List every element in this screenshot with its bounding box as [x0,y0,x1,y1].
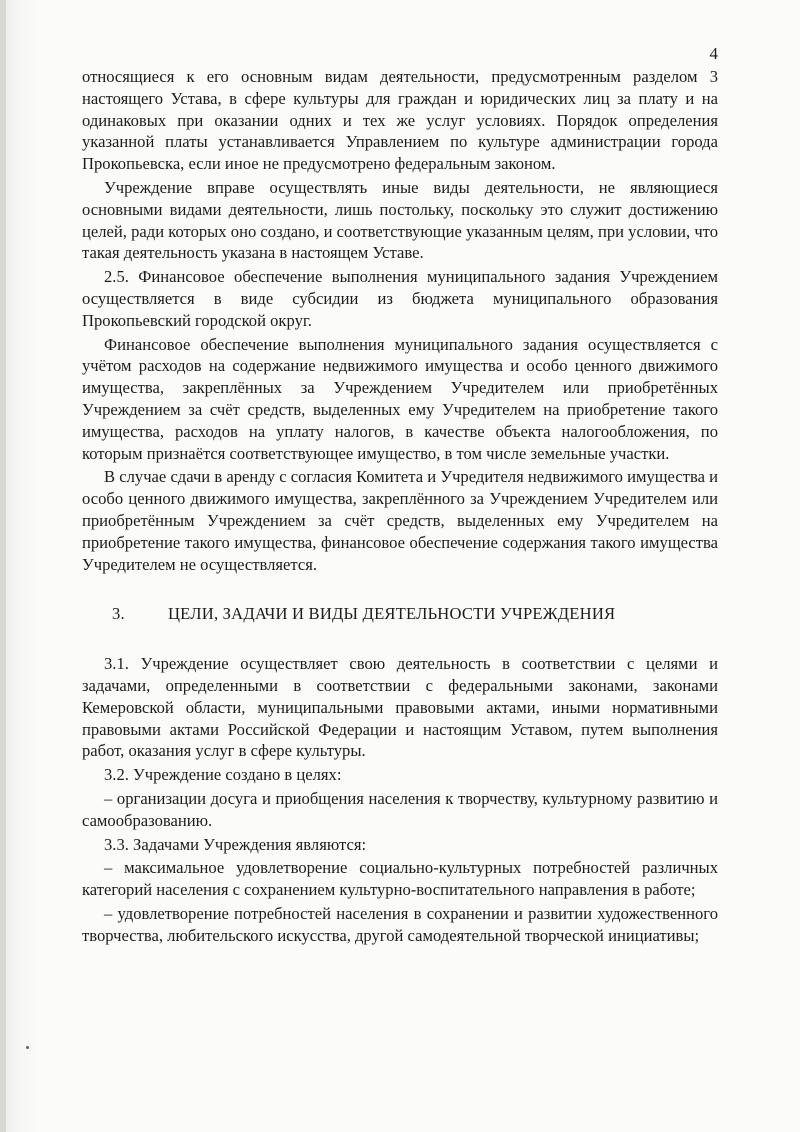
paragraph: В случае сдачи в аренду с согласия Комитета и Учредителя недвижимого имущества и особо ценного движимого имущества, закреплённого за Учреждением Учредителем или приобретённым Учреждением за счёт средств, выделенных ему Учредителем на приобретение такого имущества, финансовое обеспечение содержания такого имущества Учредителем не осуществляется. [82,467,718,574]
document-body [82,66,718,946]
section-title: ЦЕЛИ, ЗАДАЧИ И ВИДЫ ДЕЯТЕЛЬНОСТИ УЧРЕЖДЕНИЯ [168,604,616,624]
paragraph: 3.3. Задачами Учреждения являются: [104,834,367,854]
paragraph: Учреждение вправе осуществлять иные виды деятельности, не являющиеся основными видами деятельности, лишь постольку, поскольку это служит достижению целей, ради которых оно создано, и соответствующие указанным целям, при условии, что такая деятельность указана в настоящем Уставе. [82,177,718,263]
section-heading [82,603,718,625]
section-number: 3. [112,604,125,624]
page-number: 4 [709,44,718,63]
paragraph: относящиеся к его основным видам деятельности, предусмотренным разделом 3 настоящего Устава, в сфере культуры для граждан и юридических лиц за плату и на одинаковых при оказании одних и тех же услуг условиях. Порядок определения указанной платы устанавливается Управлением по культуре администрации города Прокопьевска, если иное не предусмотрено федеральным законом. [82,67,718,174]
scan-speck [26,1046,29,1049]
paragraph: 3.2. Учреждение создано в целях: [104,765,342,785]
list-item: – организации досуга и приобщения населения к творчеству, культурному развитию и самообразованию. [82,788,718,830]
paragraph: 3.1. Учреждение осуществляет свою деятельность в соответствии с целями и задачами, определенными в соответствии с федеральными законами, законами Кемеровской области, муниципальными правовыми актами, иными нормативными правовыми актами Российской Федерации и настоящим Уставом, путем выполнения работ, оказания услуг в сфере культуры. [82,654,718,761]
paragraph: Финансовое обеспечение выполнения муниципального задания осуществляется с учётом расходов на содержание недвижимого имущества и особо ценного движимого имущества, закреплённых за Учреждением Учредителем или приобретённых Учреждением за счёт средств, выделенных ему Учредителем на приобретение такого имущества, расходов на уплату налогов, в качестве объекта налогообложения, по которым признаётся соответствующее имущество, в том числе земельные участки. [82,334,718,463]
scan-edge [0,0,6,1132]
list-item: – максимальное удовлетворение социально-культурных потребностей различных категорий населения с сохранением культурно-воспитательного направления в работе; [82,858,718,900]
list-item: – удовлетворение потребностей населения в сохранении и развитии художественного творчества, любительского искусства, другой самодеятельной творческой инициативы; [82,903,718,945]
paragraph: 2.5. Финансовое обеспечение выполнения муниципального задания Учреждением осуществляется в виде субсидии из бюджета муниципального образования Прокопьевский городской округ. [82,267,718,330]
